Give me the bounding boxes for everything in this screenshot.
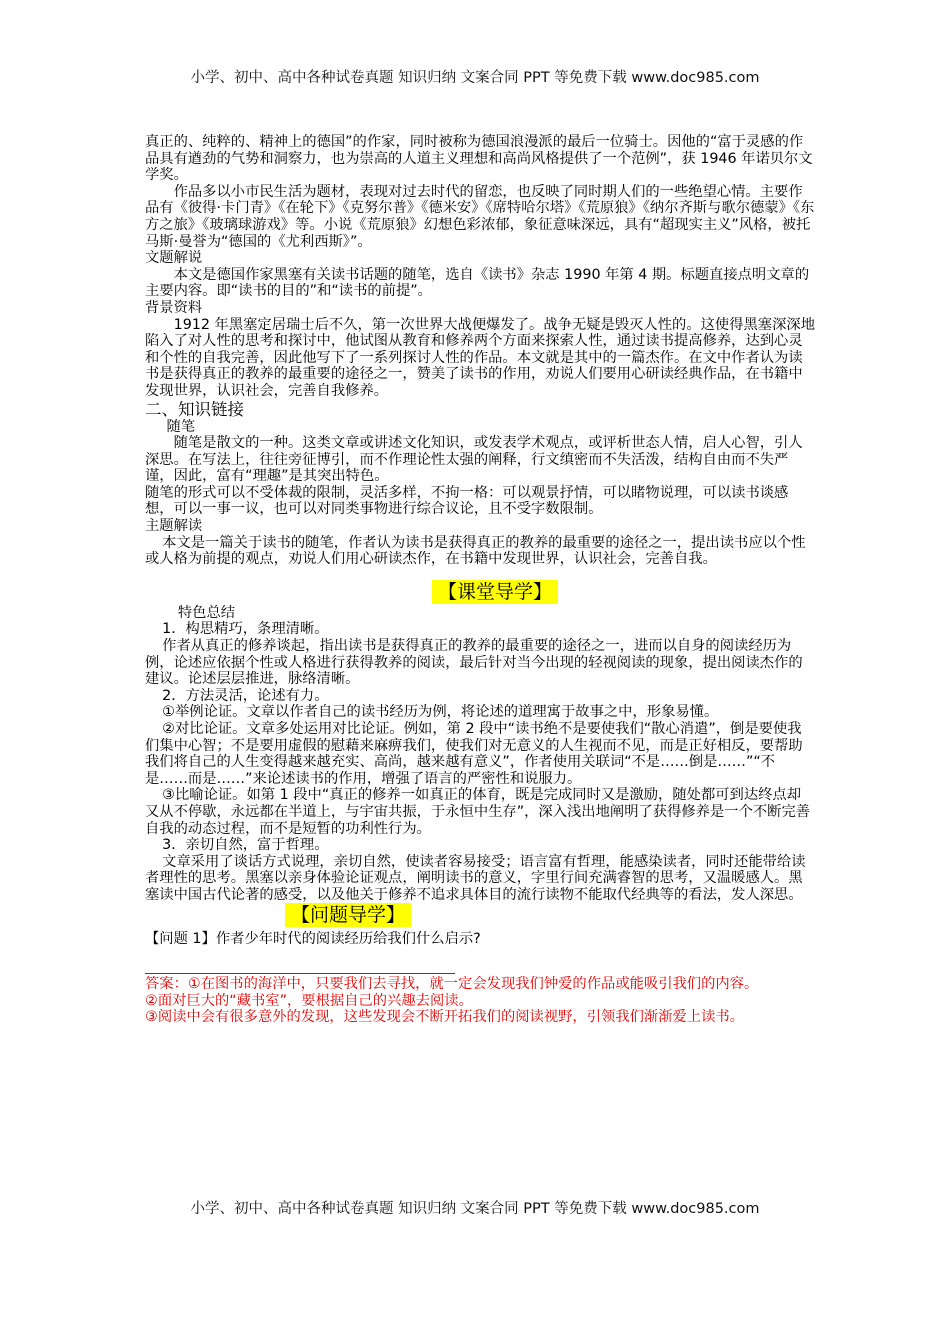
question-banner-wrap <box>285 903 815 927</box>
author-works-paragraph: 作品多以小市民生活为题材，表现对过去时代的留恋，也反映了同时期人们的一些绝望心情。主要作品有《彼得·卡门青》《在轮下》《克努尔普》《德米安》《席特哈尔塔》《荒原狼》《纳尔齐斯与歌尔德蒙》《东方之旅》《玻璃球游戏》等。小说《荒原狼》幻想色彩浓郁，象征意味深远，具有“超现实主义”风格，被托马斯·曼誉为“德国的《尤利西斯》”。 <box>145 183 815 250</box>
theme-title: 主题解读 <box>145 518 203 535</box>
feature-heading-3: 3．亲切自然，富于哲理。 <box>162 837 329 854</box>
answer-1: 答案：①在图书的海洋中，只要我们去寻找，就一定会发现我们钟爱的作品或能吸引我们的内容。 <box>145 976 759 993</box>
answer-divider <box>145 973 455 974</box>
feature-paragraph-3: 文章采用了谈话方式说理，亲切自然，使读者容易接受；语言富有哲理，能感染读者，同时还能带给读者理性的思考。黑塞以亲身体验论证观点，阐明读书的意义，字里行间充满睿智的思考，又温暖感人。黑塞读中国古代论著的感受，以及他关于修养不追求具体目的流行读物不能取代经典等的看法，发人深思。 <box>145 853 806 903</box>
knowledge-paragraph-2: 随笔的形式可以不受体裁的限制，灵活多样，不拘一格：可以观景抒情，可以睹物说理，可以读书谈感想，可以一事一议，也可以对同类事物进行综合议论，且不受字数限制。 <box>145 484 789 518</box>
page-header: 小学、初中、高中各种试卷真题 知识归纳 文案合同 PPT 等免费下载 www.doc985.com <box>190 70 760 86</box>
knowledge-heading: 二、知识链接 <box>145 399 244 419</box>
feature-paragraph-1: 作者从真正的修养谈起，指出读书是获得真正的教养的最重要的途径之一，进而以自身的阅读经历为例，论述应依据个性或人格进行获得教养的阅读，最后针对当今出现的轻视阅读的现象，提出阅读杰作的建议。论述层层推进，脉络清晰。 <box>145 638 803 688</box>
feature-summary-title: 特色总结 <box>177 604 236 621</box>
author-intro-paragraph: 真正的、纯粹的、精神上的德国”的作家，同时被称为德国浪漫派的最后一位骑士。因他的“富于灵感的作品具有遒劲的气势和洞察力，也为崇高的人道主义理想和高尚风格提供了一个范例”，获 1946 年诺贝尔文学奖。 <box>145 134 813 184</box>
feature-heading-1: 1．构思精巧，条理清晰。 <box>162 621 329 638</box>
wenti-text: 本文是德国作家黑塞有关读书话题的随笔，选自《读书》杂志 1990 年第 4 期。标题直接点明文章的主要内容。即“读书的目的”和“读书的前提”。 <box>145 266 810 300</box>
background-text: 1912 年黑塞定居瑞士后不久，第一次世界大战便爆发了。战争无疑是毁灭人性的。这使得黑塞深深地陷入了对人性的思考和探讨中，他试图从教育和修养两个方面来探索人性，通过读书提高修养，达到心灵和个性的自我完善，因此他写下了一系列探讨人性的作品。本文就是其中的一篇杰作。在文中作者认为读书是获得真正的教养的最重要的途径之一，赞美了读书的作用，劝说人们要用心研读经典作品，在书籍中发现世界，认识社会，完善自我修养。 <box>145 316 815 399</box>
method-metaphor: ③比喻论证。如第 1 段中“真正的修养一如真正的体育，既是完成同时又是激励，随处都可到达终点却又从不停歇，永远都在半道上，与宇宙共振，于永恒中生存”，深入浅出地阐明了获得修养是一个不断完善自我的动态过程，而不是短暂的功利性行为。 <box>145 787 811 837</box>
question-1: 【问题 1】作者少年时代的阅读经历给我们什么启示? <box>145 930 481 947</box>
page-footer: 小学、初中、高中各种试卷真题 知识归纳 文案合同 PPT 等免费下载 www.doc985.com <box>190 1201 760 1217</box>
answer-3: ③阅读中会有很多意外的发现，这些发现会不断开拓我们的阅读视野，引领我们渐渐爱上读书。 <box>145 1009 744 1026</box>
question-banner: 【问题导学】 <box>285 903 411 927</box>
document-body <box>145 134 815 1026</box>
classroom-banner-wrap <box>145 580 815 604</box>
knowledge-paragraph-1: 随笔是散文的一种。这类文章或讲述文化知识，或发表学术观点，或评析世态人情，启人心智，引人深思。在写法上，往往旁征博引，而不作理论性太强的阐释，行文缜密而不失活泼，结构自由而不失严谨，因此，富有“理趣”是其突出特色。 <box>145 435 803 485</box>
background-title: 背景资料 <box>145 299 203 316</box>
feature-heading-2: 2．方法灵活，论述有力。 <box>162 687 329 704</box>
classroom-banner: 【课堂导学】 <box>432 580 558 604</box>
wenti-title: 文题解说 <box>145 250 203 267</box>
knowledge-subheading: 随笔 <box>166 418 196 435</box>
method-contrast: ②对比论证。文章多处运用对比论证。例如，第 2 段中“读书绝不是要使我们“散心消遣”，倒是要使我们集中心智；不是要用虚假的慰藉来麻痹我们，使我们对无意义的人生视而不见，而是正好相反，要帮助我们将自己的人生变得越来越充实、高尚，越来越有意义”，作者使用关联词“不是……倒是……”“不是……而是……”来论述读书的作用，增强了语言的严密性和说服力。 <box>145 721 803 787</box>
answer-2: ②面对巨大的“藏书室”，要根据自己的兴趣去阅读。 <box>145 992 473 1009</box>
theme-text: 本文是一篇关于读书的随笔，作者认为读书是获得真正的教养的最重要的途径之一，提出读书应以个性或人格为前提的观点，劝说人们用心研读杰作，在书籍中发现世界，认识社会，完善自我。 <box>145 534 806 568</box>
method-example: ①举例论证。文章以作者自己的读书经历为例，将论述的道理寓于故事之中，形象易懂。 <box>162 704 719 721</box>
